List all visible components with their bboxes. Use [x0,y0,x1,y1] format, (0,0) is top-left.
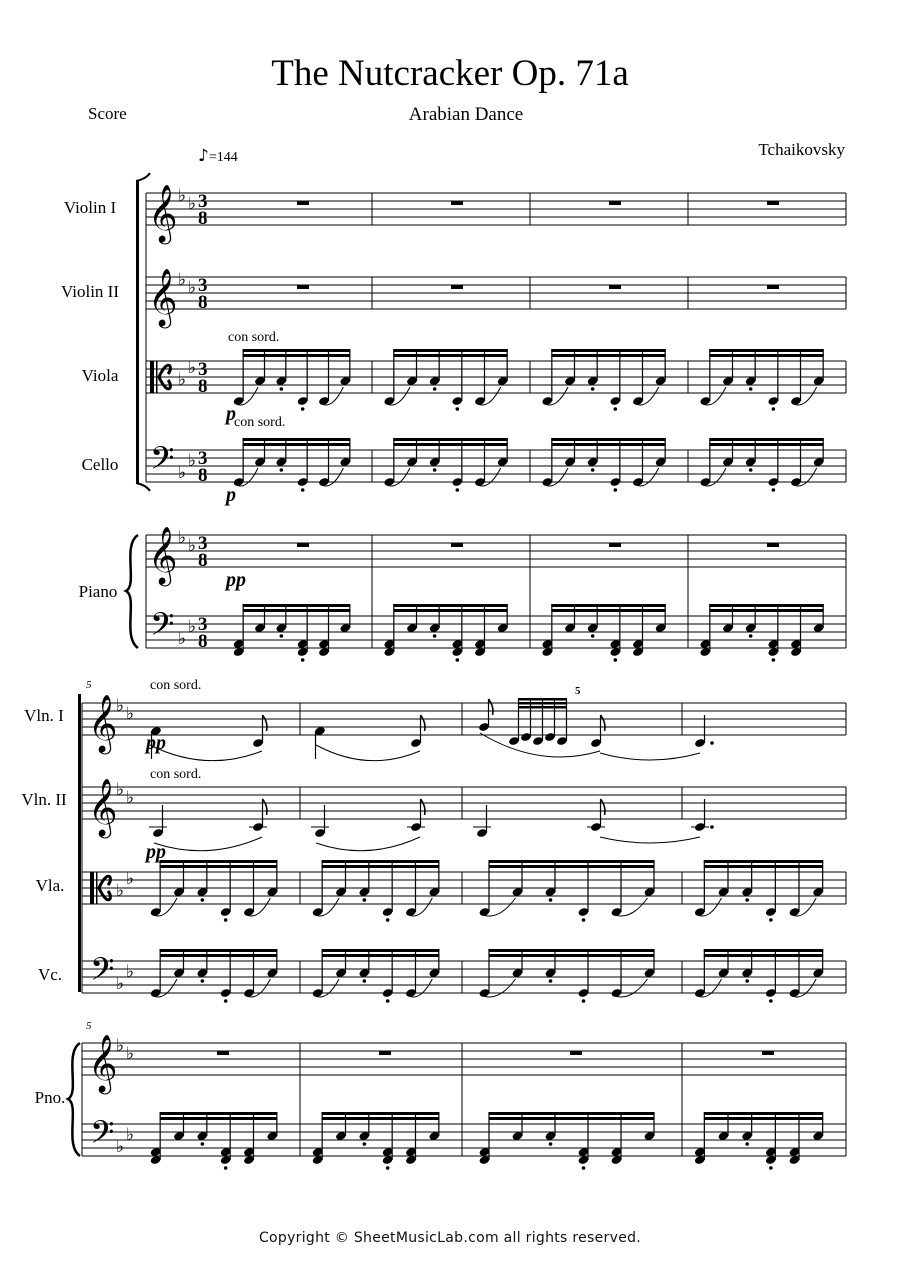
whole-rest-icon [379,1051,391,1055]
staccato-dot [433,634,437,638]
flat-icon: ♭ [188,617,197,636]
beam [709,604,823,607]
flat-icon: ♭ [116,974,125,993]
staccato-dot [582,1166,586,1170]
eighth-flag [421,715,426,731]
staccato-dot [301,407,305,411]
instrument-label-violin1: Violin I [63,198,117,217]
dynamic-violin1: pp [146,732,166,754]
dynamic-piano: pp [226,569,246,591]
beam [160,949,278,952]
eighth-flag [263,799,268,815]
beam [709,443,823,446]
flat-icon: ♭ [116,881,125,900]
time-signature-denominator: 8 [198,208,208,229]
staccato-dot [749,634,753,638]
string-bracket [136,173,150,181]
beam [489,954,655,957]
flat-icon: ♭ [178,528,187,547]
staccato-dot [745,898,749,902]
beam [704,860,823,863]
beam [489,1117,655,1120]
beam [704,949,823,952]
flat-icon: ♭ [126,1125,135,1144]
score-title: The Nutcracker Op. 71a [271,53,629,94]
whole-rest-icon [297,285,309,289]
string-bracket [136,483,150,491]
beam [243,354,351,357]
staccato-dot [433,468,437,472]
alto-clef-icon [90,872,94,904]
eighth-flag [601,715,606,731]
flat-icon: ♭ [126,962,135,981]
whole-rest-icon [767,201,779,205]
staccato-dot [710,825,714,829]
whole-rest-icon [609,285,621,289]
composer-name: Tchaikovsky [758,140,845,159]
treble-clef-icon: 𝄞 [88,1035,118,1091]
staccato-dot [201,898,205,902]
staccato-dot [769,999,773,1003]
treble-clef-icon: 𝄞 [148,527,178,583]
beam [393,349,507,352]
technique-cello: con sord. [234,415,286,430]
staccato-dot [582,918,586,922]
whole-rest-icon [767,285,779,289]
staccato-dot [549,979,553,983]
flat-icon: ♭ [188,194,197,213]
beam [551,438,665,441]
slur [600,753,700,760]
staccato-dot [386,1166,390,1170]
string-bracket [78,694,81,992]
time-signature-numerator: 3 [198,533,208,554]
staccato-dot [363,898,367,902]
alto-clef-icon [96,872,98,904]
whole-rest-icon [570,1051,582,1055]
staccato-dot [201,979,205,983]
staccato-dot [301,658,305,662]
staccato-dot [772,407,776,411]
staccato-dot [769,1166,773,1170]
staccato-dot [749,468,753,472]
bass-clef-icon: 𝄢 [90,953,115,995]
beam [709,609,823,612]
staccato-dot [614,488,618,492]
beam [518,698,567,701]
time-signature-denominator: 8 [198,465,208,486]
treble-clef-icon: 𝄞 [148,185,178,241]
beam [704,1112,823,1115]
beam [322,860,440,863]
treble-clef-icon: 𝄞 [88,779,118,835]
eighth-flag [489,699,494,715]
flat-icon: ♭ [188,536,197,555]
beam [243,349,351,352]
staccato-dot [769,918,773,922]
flat-icon: ♭ [178,270,187,289]
beam [322,1117,440,1120]
instrument-label-violin1-short: Vln. I [24,706,64,725]
whole-rest-icon [297,201,309,205]
alto-clef-icon [156,361,158,393]
beam [489,1112,655,1115]
staccato-dot [745,979,749,983]
beam [709,438,823,441]
staccato-dot [224,999,228,1003]
staccato-dot [591,387,595,391]
flat-icon: ♭ [126,788,135,807]
time-signature-numerator: 3 [198,614,208,635]
staccato-dot [591,634,595,638]
bass-clef-icon: 𝄢 [150,608,175,650]
piano-brace [126,535,138,648]
dynamic-cello: p [226,484,236,506]
piano-brace [68,1043,80,1156]
score-label: Score [88,104,127,123]
flat-icon: ♭ [178,186,187,205]
tuplet-number: 5 [575,685,581,697]
beam [518,706,567,709]
beam [704,1117,823,1120]
dynamic-violin2: pp [146,841,166,863]
flat-icon: ♭ [116,696,125,715]
slur [316,837,420,851]
flat-icon: ♭ [126,1044,135,1063]
staccato-dot [456,488,460,492]
treble-clef-icon: 𝄞 [148,269,178,325]
staccato-dot [386,999,390,1003]
beam [322,865,440,868]
instrument-label-viola: Viola [81,366,119,385]
dynamic-viola: p [226,403,236,425]
beam [709,349,823,352]
technique-viola: con sord. [228,330,280,345]
time-signature-numerator: 3 [198,448,208,469]
treble-clef-icon: 𝄞 [88,695,118,751]
beam [160,1112,278,1115]
staccato-dot [433,387,437,391]
beam [551,354,665,357]
flat-icon: ♭ [178,463,187,482]
time-signature-denominator: 8 [198,292,208,313]
staccato-dot [772,488,776,492]
beam [551,349,665,352]
time-signature-denominator: 8 [198,550,208,571]
staccato-dot [745,1142,749,1146]
staccato-dot [591,468,595,472]
technique-violin2: con sord. [150,767,202,782]
staccato-dot [614,407,618,411]
staccato-dot [386,918,390,922]
eighth-note-icon: ♪ [198,146,209,166]
beam [551,443,665,446]
bass-clef-icon: 𝄢 [150,442,175,484]
beam [393,438,507,441]
staccato-dot [224,1166,228,1170]
slur [150,745,262,761]
beam [393,604,507,607]
staccato-dot [614,658,618,662]
instrument-label-cello: Cello [81,455,119,474]
beam [704,865,823,868]
beam [551,609,665,612]
flat-icon: ♭ [116,1137,125,1156]
measure-number-system2: 5 [86,679,92,691]
string-bracket [136,181,139,483]
flat-icon: ♭ [188,358,197,377]
copyright-footer: Copyright © SheetMusicLab.com all rights reserved. [258,1230,642,1246]
flat-icon: ♭ [188,451,197,470]
slur [154,837,262,851]
eighth-flag [601,799,606,815]
instrument-label-piano: Piano [78,582,118,601]
instrument-label-piano-short: Pno. [34,1088,66,1107]
staccato-dot [280,387,284,391]
beam [322,954,440,957]
whole-rest-icon [451,543,463,547]
flat-icon: ♭ [116,1036,125,1055]
beam [243,604,351,607]
beam [160,954,278,957]
bass-clef-icon: 𝄢 [90,1116,115,1158]
beam [489,865,655,868]
staccato-dot [582,999,586,1003]
whole-rest-icon [609,543,621,547]
instrument-label-viola-short: Vla. [35,876,65,895]
alto-clef-icon [150,361,154,393]
beam [489,860,655,863]
beam [704,954,823,957]
beam [160,865,278,868]
flat-icon: ♭ [178,629,187,648]
instrument-label-violin2: Violin II [61,282,119,301]
beam [243,438,351,441]
whole-rest-icon [297,543,309,547]
flat-icon: ♭ [116,780,125,799]
whole-rest-icon [217,1051,229,1055]
beam [489,949,655,952]
staccato-dot [456,407,460,411]
beam [322,949,440,952]
slur [600,837,700,843]
staff-lines [68,173,846,1156]
beam [518,702,567,705]
flat-icon: ♭ [126,704,135,723]
whole-rest-icon [767,543,779,547]
staccato-dot [201,1142,205,1146]
staccato-dot [301,488,305,492]
time-signature-denominator: 8 [198,376,208,397]
measure-number-piano-system2: 5 [86,1020,92,1032]
slur [480,733,600,757]
instrument-label-cello-short: Vc. [37,965,63,984]
staccato-dot [363,979,367,983]
beam [243,443,351,446]
eighth-flag [263,715,268,731]
score-subtitle: Arabian Dance [408,104,524,125]
beam [160,860,278,863]
staccato-dot [280,468,284,472]
flat-icon: ♭ [188,278,197,297]
whole-rest-icon [451,285,463,289]
staccato-dot [456,658,460,662]
staccato-dot [363,1142,367,1146]
flat-icon: ♭ [178,370,187,389]
time-signature-numerator: 3 [198,191,208,212]
beam [322,1112,440,1115]
whole-rest-icon [451,201,463,205]
staccato-dot [224,918,228,922]
beam [393,354,507,357]
staccato-dot [772,658,776,662]
staccato-dot [280,634,284,638]
slur [316,745,420,761]
staccato-dot [749,387,753,391]
whole-rest-icon [609,201,621,205]
beam [709,354,823,357]
beam [160,1117,278,1120]
time-signature-numerator: 3 [198,359,208,380]
beam [243,609,351,612]
beam [393,609,507,612]
staccato-dot [549,898,553,902]
beam [551,604,665,607]
time-signature-denominator: 8 [198,631,208,652]
beam [393,443,507,446]
whole-rest-icon [762,1051,774,1055]
staccato-dot [710,741,714,745]
technique-violin1: con sord. [150,678,202,693]
staccato-dot [549,1142,553,1146]
eighth-flag [421,799,426,815]
time-signature-numerator: 3 [198,275,208,296]
instrument-label-violin2-short: Vln. II [21,790,67,809]
tempo-value: =144 [208,150,238,165]
flat-icon: ♭ [126,869,135,888]
